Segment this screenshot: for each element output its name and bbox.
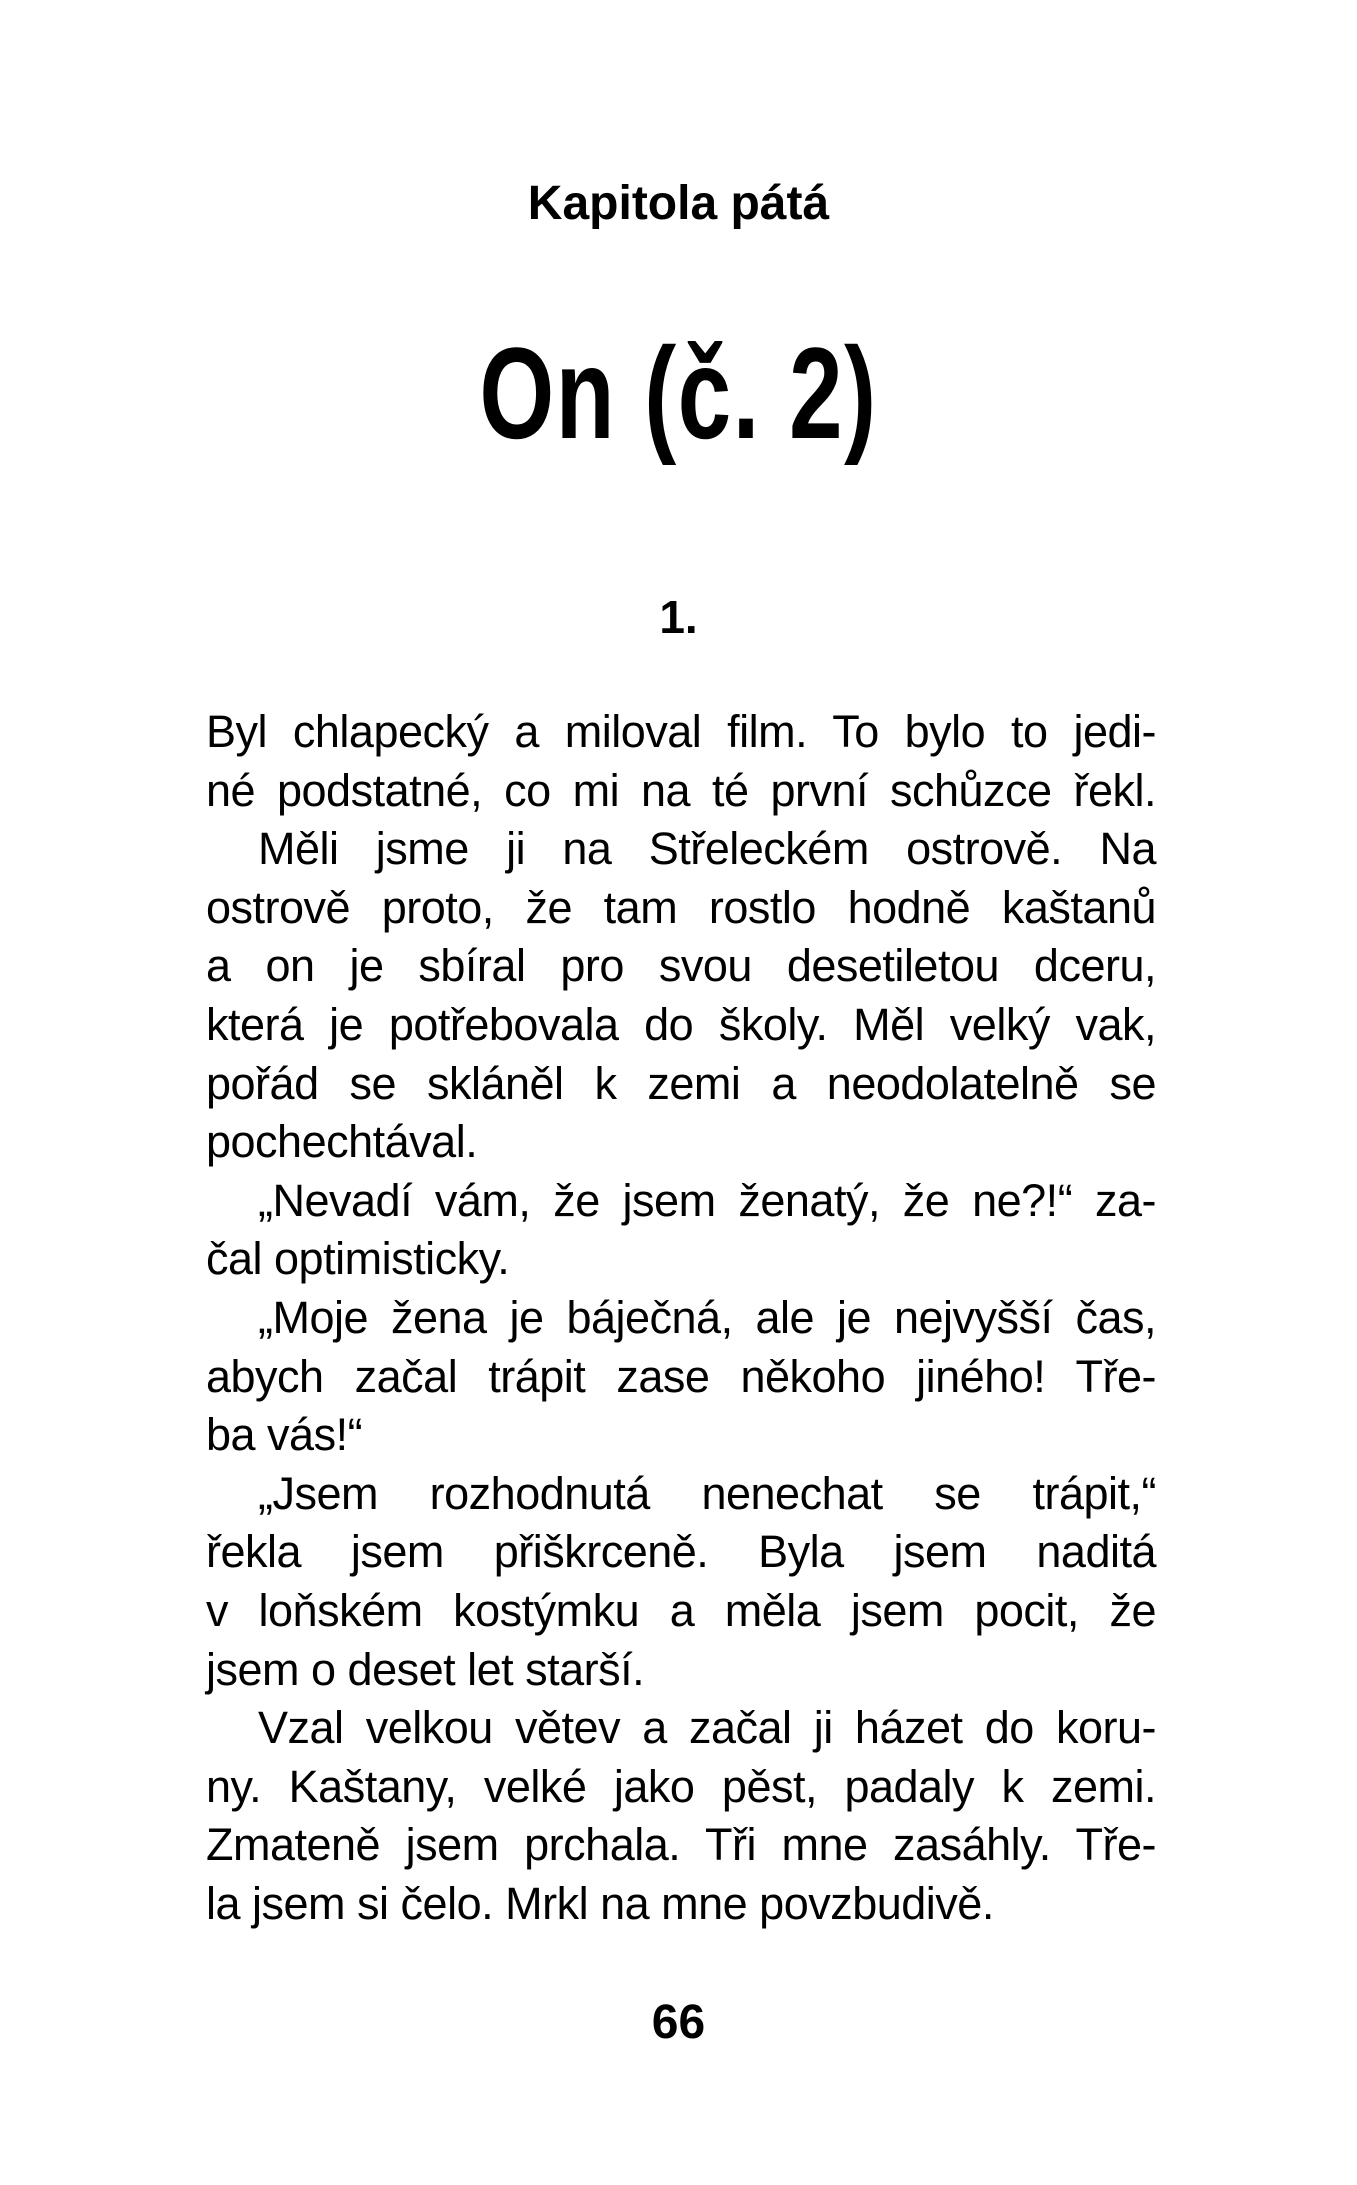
text-line: ostrově proto, že tam rostlo hodně kaštanů: [206, 881, 1156, 933]
text-line: né podstatné, co mi na té první schůzce řekl.: [206, 764, 1156, 816]
section-number: 1.: [659, 591, 698, 643]
text-line: která je potřebovala do školy. Měl velký vak,: [206, 998, 1156, 1050]
text-line: jsem o deset let starší.: [206, 1643, 645, 1695]
text-line: Vzal velkou větev a začal ji házet do koru-: [258, 1702, 1156, 1754]
text-line: „Nevadí vám, že jsem ženatý, že ne?!“ za-: [258, 1174, 1156, 1226]
text-line: Zmateně jsem prchala. Tři mne zasáhly. Tře-: [206, 1819, 1156, 1871]
text-line: pořád se skláněl k zemi a neodolatelně se: [206, 1057, 1156, 1109]
text-line: „Jsem rozhodnutá nenechat se trápit,“: [258, 1467, 1156, 1519]
text-line: pochechtával.: [206, 1116, 478, 1168]
chapter-title: On (č. 2): [479, 320, 878, 466]
text-line: a on je sbíral pro svou desetiletou dceru,: [206, 940, 1156, 992]
text-line: ny. Kaštany, velké jako pěst, padaly k zemi.: [206, 1760, 1156, 1812]
text-line: v loňském kostýmku a měla jsem pocit, že: [206, 1584, 1156, 1636]
chapter-label: Kapitola pátá: [527, 177, 830, 230]
text-line: ba vás!“: [206, 1409, 363, 1461]
body-text: [206, 703, 1156, 1933]
text-line: „Moje žena je báječná, ale je nejvyšší čas,: [258, 1291, 1156, 1343]
text-line: čal optimisticky.: [206, 1233, 510, 1285]
text-line: Měli jsme ji na Střeleckém ostrově. Na: [258, 823, 1156, 875]
text-line: Byl chlapecký a miloval film. To bylo to jedi-: [206, 706, 1156, 757]
text-line: řekla jsem přiškrceně. Byla jsem naditá: [206, 1526, 1156, 1578]
page-number: 66: [651, 1996, 706, 2049]
text-line: la jsem si čelo. Mrkl na mne povzbudivě.: [206, 1877, 994, 1929]
text-line: abych začal trápit zase někoho jiného! Tře-: [206, 1350, 1156, 1402]
